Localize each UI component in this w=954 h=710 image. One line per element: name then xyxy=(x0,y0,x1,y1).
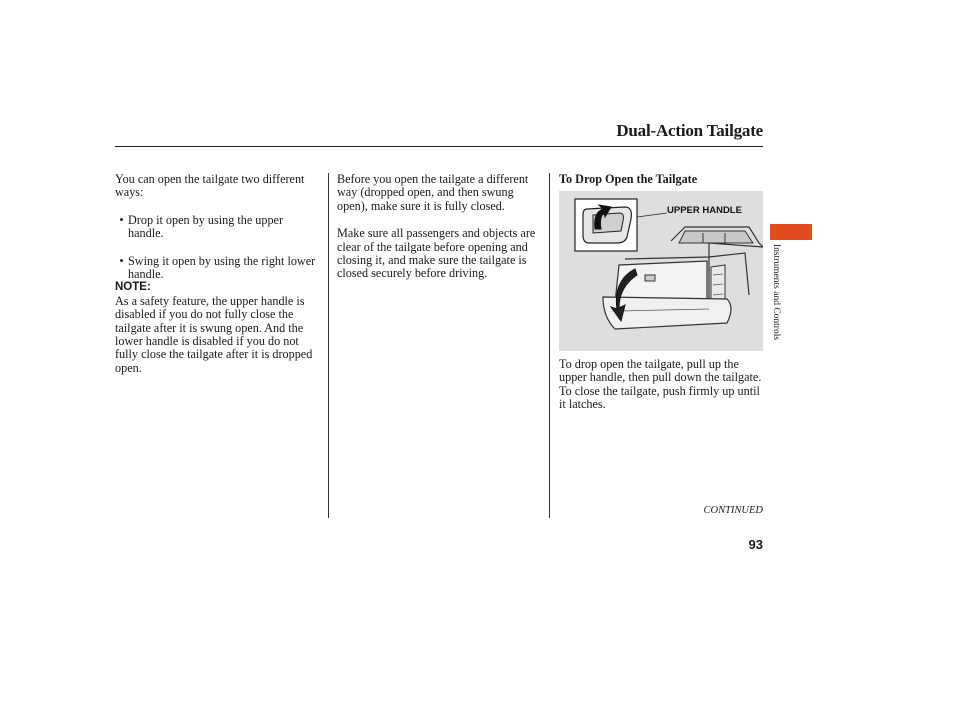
column-divider xyxy=(549,173,550,518)
column-middle xyxy=(337,173,542,281)
instruction-paragraph: To drop open the tailgate, pull up the upper handle, then pull down the tailgate. To close the tailgate, push firmly up until it latches. xyxy=(559,357,762,412)
section-heading: To Drop Open the Tailgate xyxy=(559,172,698,186)
page-title: Dual-Action Tailgate xyxy=(616,121,763,140)
column-left xyxy=(115,173,320,375)
upper-handle-label: UPPER HANDLE xyxy=(667,205,742,216)
paragraph: Before you open the tailgate a different way (dropped open, and then swung open), make sure it is fully closed. xyxy=(337,172,529,213)
bullet-item xyxy=(115,214,320,241)
note-text: As a safety feature, the upper handle is disabled if you do not fully close the tailgate after it is swung open. And the lower handle is disabled if you do not fully close the tailgate after it is dropped open. xyxy=(115,293,313,375)
tailgate-illustration xyxy=(559,191,763,351)
column-divider xyxy=(328,173,329,518)
bullet-dot: • xyxy=(119,253,124,268)
bullet-dot: • xyxy=(119,212,124,227)
section-tab xyxy=(770,224,812,240)
section-side-label: Instruments and Controls xyxy=(771,244,781,341)
intro-paragraph: You can open the tailgate two different ways: xyxy=(115,172,305,200)
page-number: 93 xyxy=(748,537,763,552)
bullet-text: Swing it open by using the right lower handle. xyxy=(128,253,316,282)
bullet-text: Drop it open by using the upper handle. xyxy=(128,212,284,241)
note-label: NOTE: xyxy=(115,281,151,294)
column-right xyxy=(559,173,764,186)
bullet-item xyxy=(115,255,320,282)
title-rule xyxy=(115,146,763,147)
paragraph: Make sure all passengers and objects are clear of the tailgate before opening and closing it, and make sure the tailgate is closed securely before driving. xyxy=(337,226,536,281)
continued-label: CONTINUED xyxy=(703,505,763,516)
